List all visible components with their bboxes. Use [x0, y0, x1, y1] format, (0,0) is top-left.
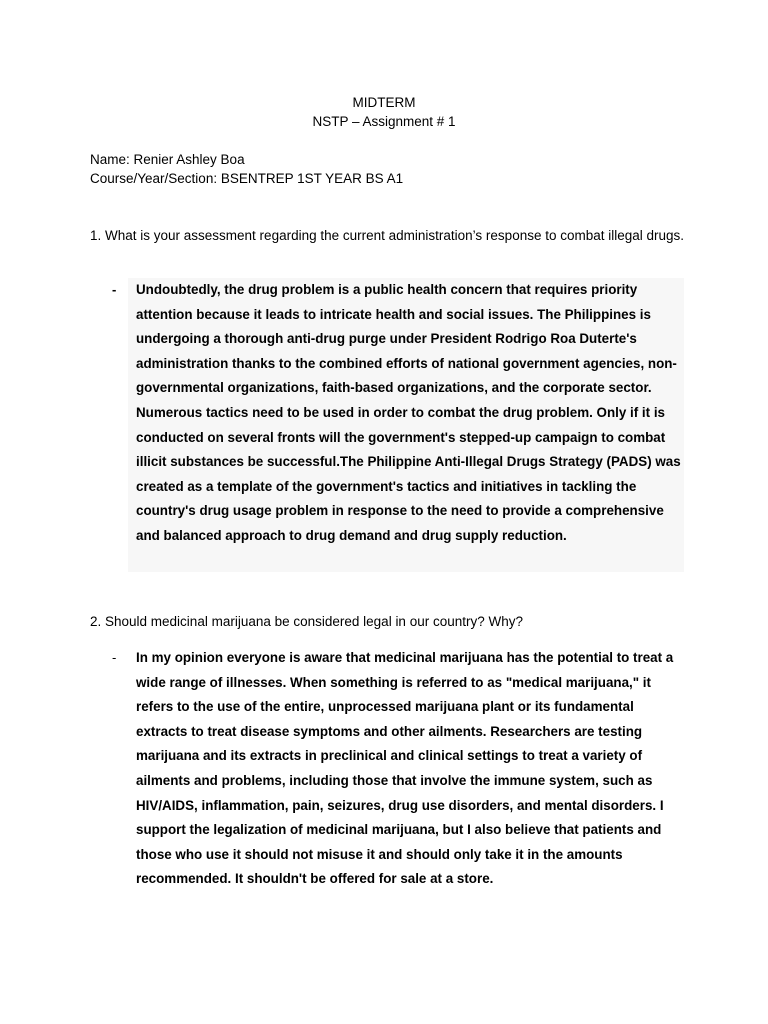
answer-1 [90, 278, 685, 572]
question-1: 1. What is your assessment regarding the current administration’s response to combat illegal drugs. [90, 228, 685, 243]
answer-1-bullet: - [112, 282, 117, 297]
document-title: MIDTERM [352, 95, 416, 110]
answer-2-bullet: - [112, 650, 117, 665]
student-info [90, 150, 403, 188]
answer-1-text: Undoubtedly, the drug problem is a public health concern that requires priority attention because it leads to intricate health and social issues. The Philippines is undergoing a thorough anti-drug purge under President Rodrigo Roa Duterte's administration thanks to the combined efforts of national government agencies, non-governmental organizations, faith-based organizations, and the corporate sector. Numerous tactics need to be used in order to combat the drug problem. Only if it is conducted on several fronts will the government's stepped-up campaign to combat illicit substances be successful.The Philippine Anti-Illegal Drugs Strategy (PADS) was created as a template of the government's tactics and initiatives in tackling the country's drug usage problem in response to the need to provide a comprehensive and balanced approach to drug demand and drug supply reduction. [136, 282, 681, 543]
student-name: Name: Renier Ashley Boa [90, 152, 245, 167]
question-2: 2. Should medicinal marijuana be considered legal in our country? Why? [90, 614, 523, 629]
student-course: Course/Year/Section: BSENTREP 1ST YEAR BS A1 [90, 171, 404, 186]
answer-2 [90, 646, 685, 896]
document-header [0, 93, 768, 131]
answer-2-text: In my opinion everyone is aware that medicinal marijuana has the potential to treat a wide range of illnesses. When something is referred to as "medical marijuana," it refers to the use of the entire, unprocessed marijuana plant or its fundamental extracts to treat disease symptoms and other ailments. Researchers are testing marijuana and its extracts in preclinical and clinical settings to treat a variety of ailments and problems, including those that involve the immune system, such as HIV/AIDS, inflammation, pain, seizures, drug use disorders, and mental disorders. I support the legalization of medicinal marijuana, but I also believe that patients and those who use it should not misuse it and should only take it in the amounts recommended. It shouldn't be offered for sale at a store. [136, 650, 674, 887]
document-subtitle: NSTP – Assignment # 1 [312, 114, 456, 129]
